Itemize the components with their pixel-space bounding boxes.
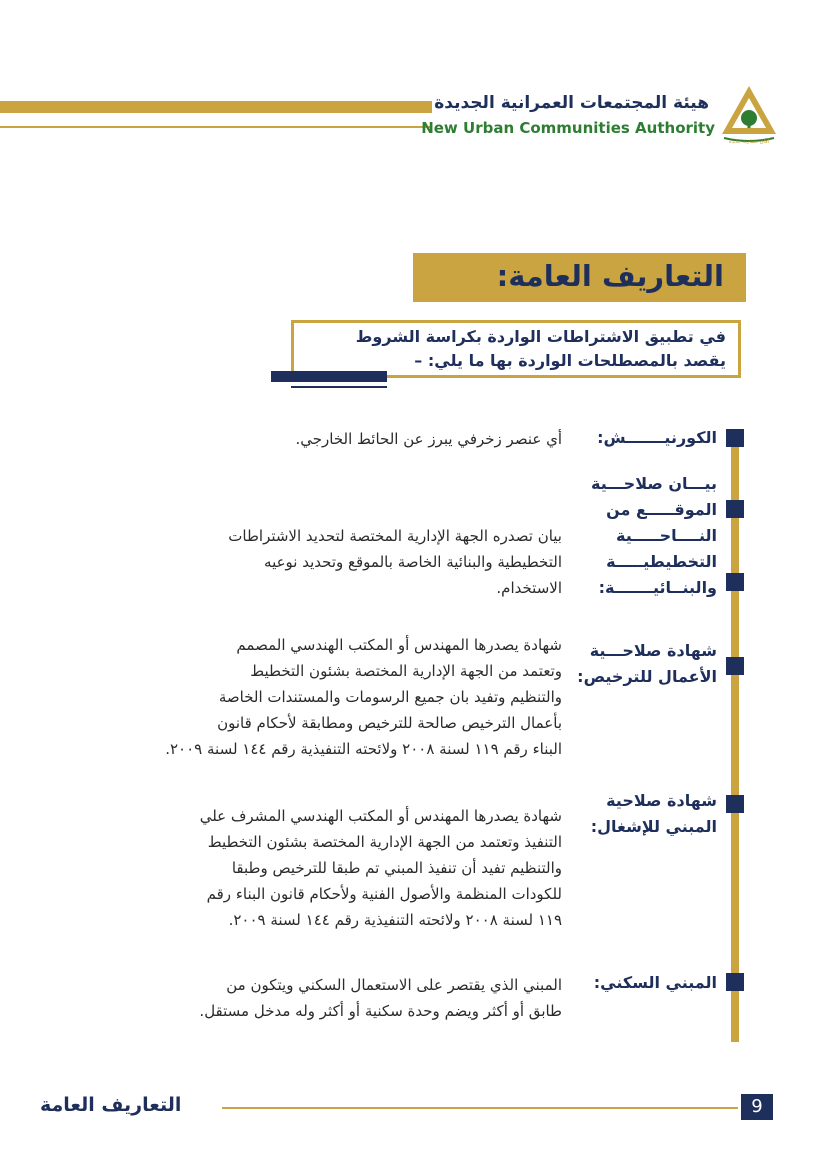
definition-text: أي عنصر زخرفي يبرز عن الحائط الخارجي. bbox=[295, 430, 562, 448]
footer-line bbox=[222, 1107, 738, 1109]
timeline-marker bbox=[726, 500, 744, 518]
definition-text: شهادة يصدرها المهندس أو المكتب الهندسي المشرف علي التنفيذ وتعتمد من الجهة الإدارية المختصة بشئون التخطيط والتنظيم تفيد أن تنفيذ المبني تم طبقا للترخيص وطبقا للكودات المنظمة والأصول الفنية ولأحكام قانون البناء رقم ١١٩ لسنة ٢٠٠٨ ولائحته التنفيذية رقم ١٤٤ لسنة ٢٠٠٩. bbox=[199, 807, 562, 929]
header-gold-line bbox=[0, 126, 432, 128]
definition-term: شهادة صلاحية المبني للإشغال: bbox=[590, 791, 717, 836]
section-title-box bbox=[413, 253, 746, 302]
logo-tagline: آفاق حضارية جديدة bbox=[728, 139, 770, 144]
timeline-marker bbox=[726, 657, 744, 675]
timeline-line bbox=[731, 445, 739, 1042]
timeline-marker bbox=[726, 429, 744, 447]
header-gold-bar bbox=[0, 101, 432, 113]
org-name-arabic: هيئة المجتمعات العمرانية الجديدة bbox=[434, 93, 709, 113]
definition-term: المبني السكني: bbox=[593, 973, 717, 992]
nuca-logo-icon bbox=[718, 82, 780, 144]
intro-line-1: في تطبيق الاشتراطات الواردة بكراسة الشروط bbox=[355, 327, 726, 346]
timeline-marker bbox=[726, 573, 744, 591]
timeline-marker bbox=[726, 795, 744, 813]
org-name-english: New Urban Communities Authority bbox=[421, 119, 715, 137]
definition-text: المبني الذي يقتصر على الاستعمال السكني ويتكون من طابق أو أكثر ويضم وحدة سكنية أو أكثر وله مدخل مستقل. bbox=[199, 976, 562, 1020]
definition-term: شهادة صلاحـــية الأعمال للترخيص: bbox=[577, 641, 717, 686]
intro-line-2: يقصد بالمصطلحات الواردة بها ما يلي: – bbox=[414, 351, 726, 370]
intro-underline-thin bbox=[291, 386, 387, 388]
definition-text: شهادة يصدرها المهندس أو المكتب الهندسي المصمم وتعتمد من الجهة الإدارية المختصة بشئون التخطيط والتنظيم وتفيد بان جميع الرسومات والمستندات الخاصة بأعمال الترخيص صالحة للترخيص ومطابقة لأحكام قانون البناء رقم ١١٩ لسنة ٢٠٠٨ ولائحته التنفيذية رقم ١٤٤ لسنة ٢٠٠٩. bbox=[165, 636, 562, 758]
intro-box bbox=[291, 320, 741, 378]
definition-term: الكورنيـــــــش: bbox=[597, 428, 717, 447]
footer-title: التعاريف العامة bbox=[40, 1094, 182, 1116]
section-title: التعاريف العامة: bbox=[496, 259, 724, 293]
definition-text: بيان تصدره الجهة الإدارية المختصة لتحديد الاشتراطات التخطيطية والبنائية الخاصة بالموقع وتحديد نوعيه الاستخدام. bbox=[228, 527, 562, 597]
definition-term: بيـــان صلاحـــية الموقـــــع من النــــاحـــــية التخطيطيـــــة والبنــائيـــــــة: bbox=[591, 474, 717, 597]
timeline-marker bbox=[726, 973, 744, 991]
intro-underline-bar bbox=[271, 371, 387, 382]
page-number: 9 bbox=[741, 1094, 773, 1120]
